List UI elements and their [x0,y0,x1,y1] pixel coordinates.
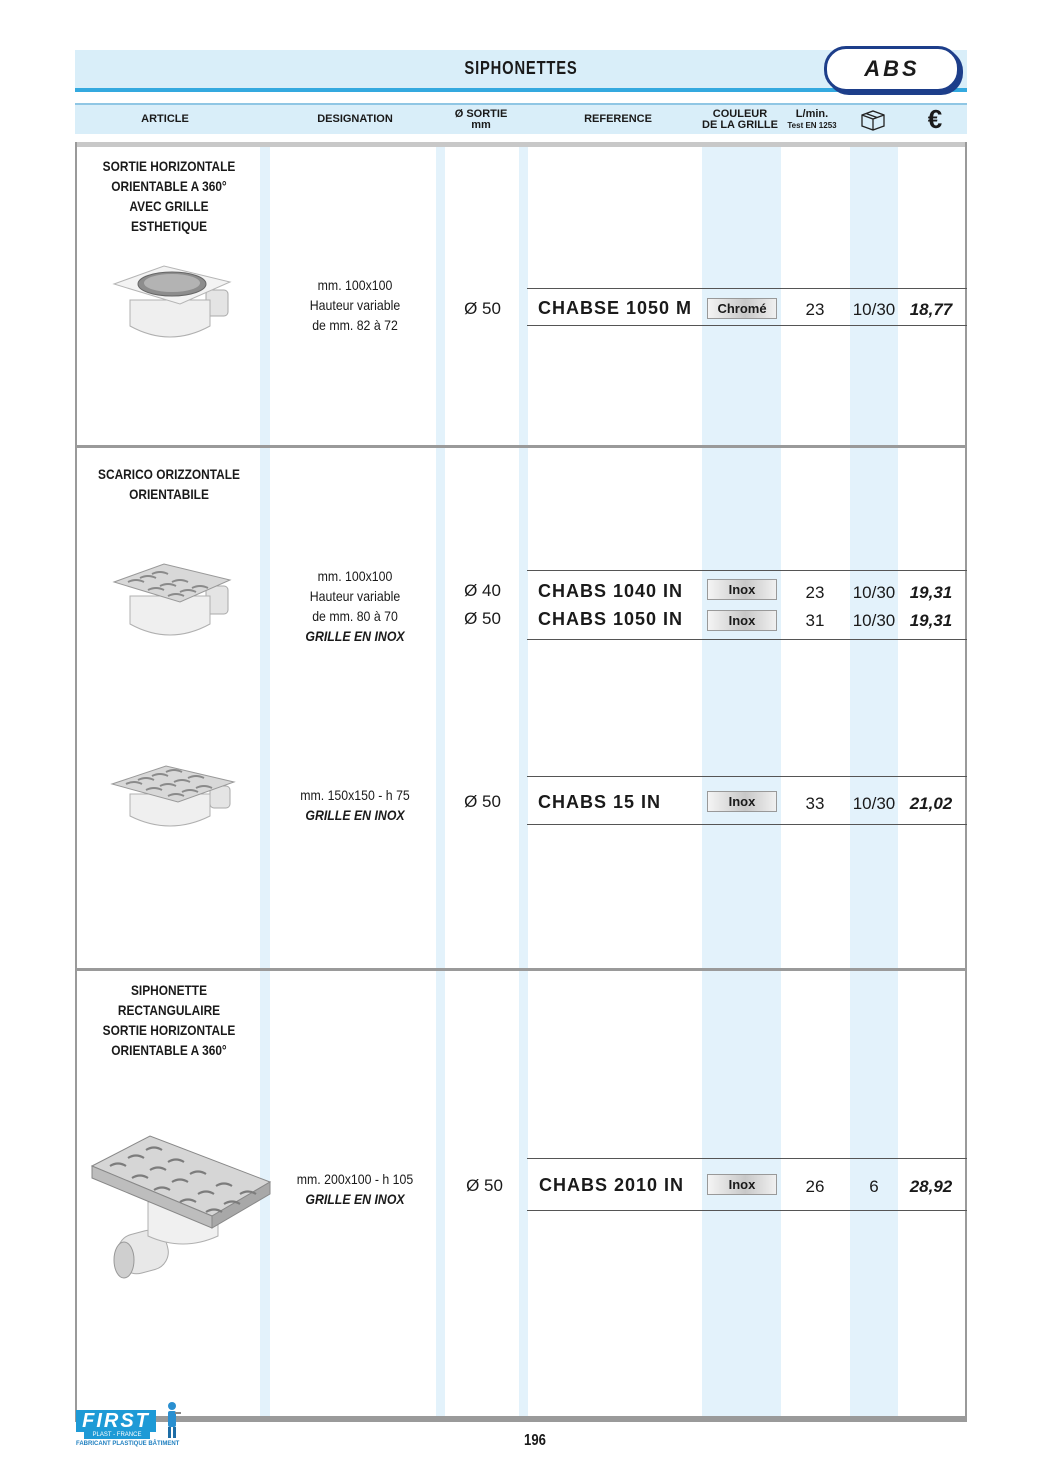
col-reference: REFERENCE [584,113,652,125]
col-couleur-l2: DE LA GRILLE [702,118,778,131]
logo-text: FIRST [76,1410,156,1432]
col-article: ARTICLE [141,113,189,125]
col-couleur-l1: COULEUR [712,107,768,120]
designation-text: mm. 100x100 Hauteur variable de mm. 82 à 72 [309,277,401,333]
col-couleur [697,105,783,134]
page-number: 196 [524,1432,546,1449]
flow-rate: 26 [805,1177,825,1196]
flow-rate: 23 [805,300,825,319]
reference-code: CHABS 1050 IN [538,609,684,629]
product-image [108,262,238,346]
col-sortie-l2: mm [471,118,491,131]
box-qty: 10/30 [852,794,896,813]
first-logo [76,1398,188,1450]
box-qty: 10/30 [852,611,896,630]
page-title: SIPHONETTES [464,58,578,78]
reference-code: CHABSE 1050 M [538,298,693,318]
col-designation: DESIGNATION [317,113,393,125]
flow-rate: 31 [805,611,825,630]
column-header-bar [75,103,967,134]
sortie-value: Ø 40 [464,581,501,600]
mascot-icon [162,1400,182,1440]
sortie-value: Ø 50 [466,1176,503,1195]
col-sortie-l1: Ø SORTIE [454,107,508,120]
reference-code: CHABS 1040 IN [538,581,684,601]
price-symbol: € [927,104,943,134]
logo-sub: PLAST - FRANCE [84,1432,150,1439]
color-badge: Inox [707,791,777,812]
flow-rate: 33 [805,794,825,813]
box-qty: 10/30 [852,583,896,602]
designation-text: mm. 100x100 Hauteur variable de mm. 80 à 70 GRILLE EN INOX [305,568,405,644]
row-line [527,639,967,640]
box-qty: 10/30 [852,300,896,319]
color-badge: Chromé [707,298,777,319]
price: 19,31 [909,583,953,602]
article-text: SORTIE HORIZONTALE ORIENTABLE A 360° AVEC GRILLE ESTHETIQUE [102,158,236,234]
section-separator [75,968,967,971]
product-image [108,760,238,836]
row-line [527,325,967,326]
sortie-value: Ø 50 [464,792,501,811]
row-line [527,570,967,571]
reference-code: CHABS 2010 IN [539,1175,685,1195]
designation-text: mm. 200x100 - h 105 GRILLE EN INOX [296,1171,414,1207]
product-image [108,560,238,644]
article-text: SIPHONETTE RECTANGULAIRE SORTIE HORIZONTALE ORIENTABLE A 360° [102,982,236,1058]
reference-code: CHABS 15 IN [538,792,662,812]
color-badge: Inox [707,1174,777,1195]
price: 21,02 [909,794,953,813]
brand-logo: ABS [824,46,960,92]
price: 28,92 [909,1177,953,1196]
flow-rate: 23 [805,583,825,602]
section-separator [75,445,967,448]
box-icon [855,105,891,134]
col-lmin [781,105,843,134]
sortie-value: Ø 50 [464,299,501,318]
color-badge: Inox [707,610,777,631]
price: 18,77 [909,300,953,319]
designation-text: mm. 150x150 - h 75 GRILLE EN INOX [300,787,410,823]
sortie-value: Ø 50 [464,609,501,628]
col-lmin-l2: Test EN 1253 [787,120,837,130]
article-text: SCARICO ORIZZONTALE ORIENTABILE [98,466,240,502]
product-image [88,1132,272,1282]
col-lmin-l1: L/min. [795,107,829,120]
logo-tagline: FABRICANT PLASTIQUE BÂTIMENT [76,1441,180,1447]
box-qty: 6 [869,1177,879,1196]
row-line [527,824,967,825]
price: 19,31 [909,611,953,630]
row-line [527,1158,967,1159]
row-line [527,288,967,289]
table-bottom-line [75,1416,967,1422]
row-line [527,1210,967,1211]
color-badge: Inox [707,579,777,600]
row-line [527,776,967,777]
col-sortie [445,105,517,134]
